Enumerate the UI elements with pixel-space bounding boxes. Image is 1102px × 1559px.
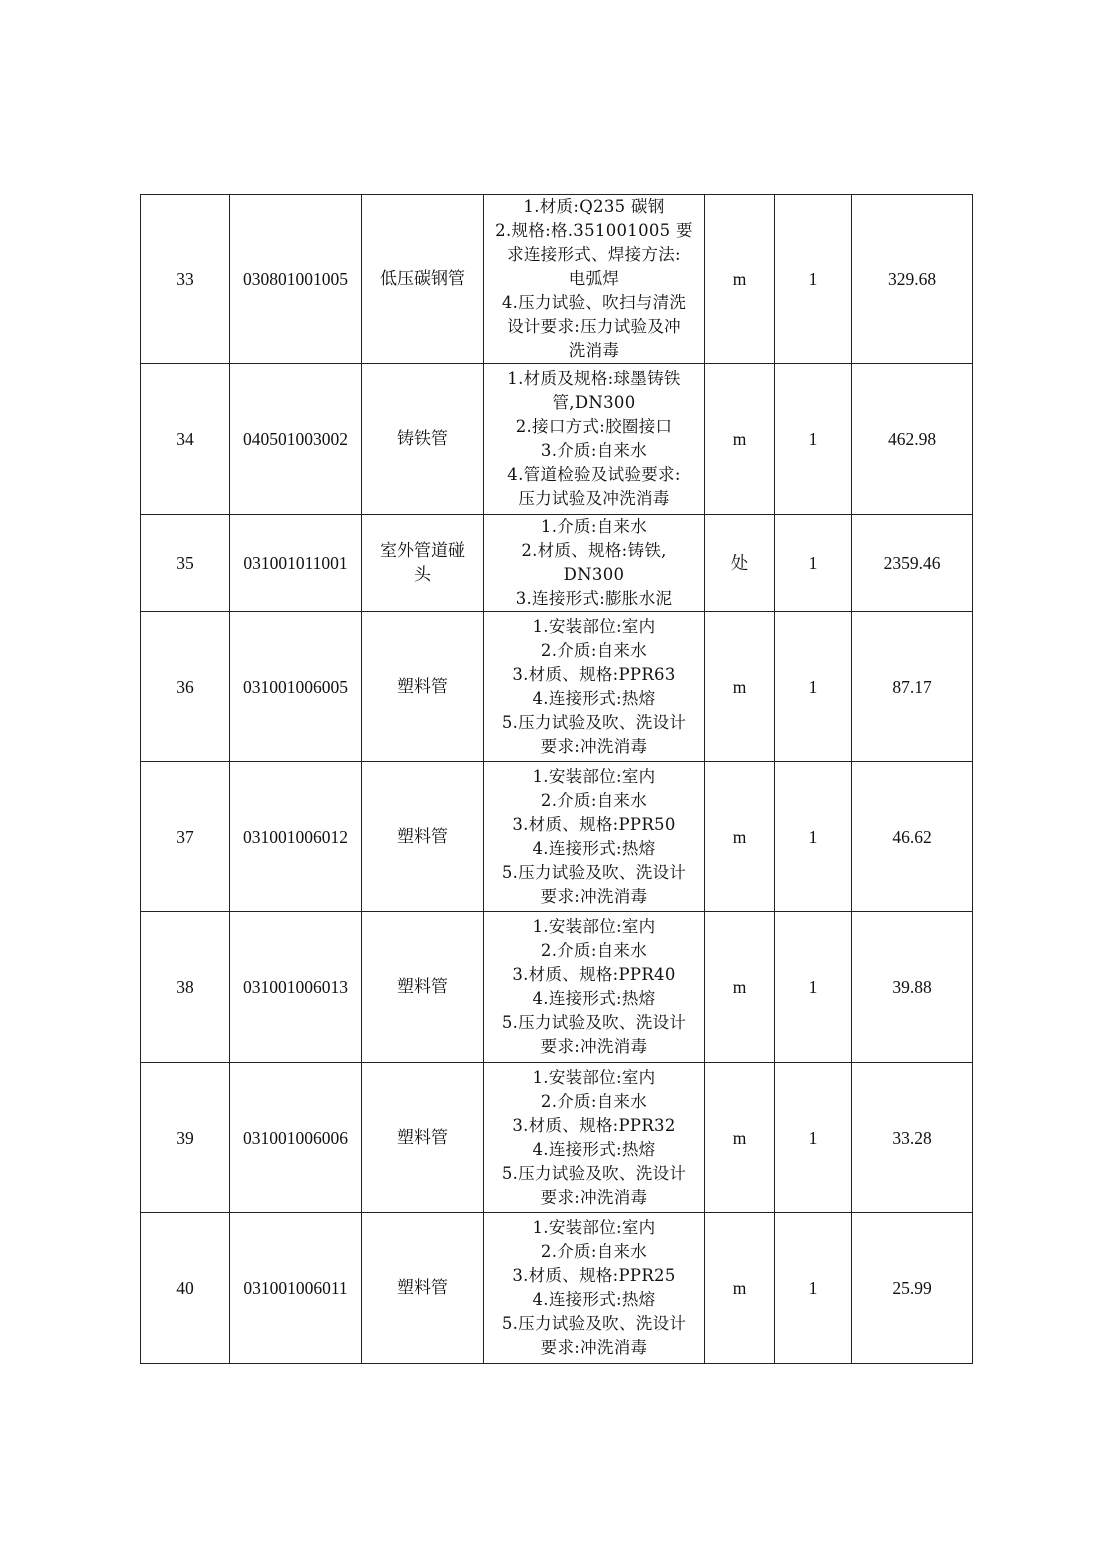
item-description-cell: [484, 195, 705, 364]
item-description-cell-line: 5.压力试验及吹、洗设计: [501, 862, 687, 882]
table-body: [141, 195, 973, 1364]
item-description-cell-line: 要求:冲洗消毒: [540, 1037, 648, 1056]
amount-cell: 39.88: [852, 912, 973, 1063]
item-description-cell-line: 4.连接形式:热熔: [532, 1139, 656, 1159]
item-name-cell-line: 头: [414, 565, 431, 585]
item-description-cell: [484, 1063, 705, 1213]
bill-of-quantities-table: [140, 194, 973, 1364]
item-description-cell-line: 管,DN300: [552, 393, 636, 412]
item-description-cell-line: 5.压力试验及吹、洗设计: [501, 1013, 687, 1032]
item-description-cell-line: 3.介质:自来水: [540, 441, 648, 460]
item-description-cell-line: 3.材质、规格:PPR40: [512, 965, 676, 984]
item-description-cell-line: 2.介质:自来水: [540, 941, 648, 960]
item-description-cell-line: 电弧焊: [568, 269, 620, 288]
item-description-cell-line: 1.材质及规格:球墨铸铁: [507, 369, 681, 388]
item-description-cell-line: 1.介质:自来水: [540, 517, 648, 536]
table-row: [141, 515, 973, 612]
item-description-cell: [484, 912, 705, 1063]
item-code-cell: 030801001005: [230, 195, 362, 364]
quantity-cell: 1: [775, 515, 852, 612]
item-name-cell-line: 塑料管: [397, 1278, 448, 1298]
item-description-cell-line: 求连接形式、焊接方法:: [507, 245, 681, 264]
unit-cell: m: [705, 1213, 775, 1364]
item-description-cell-line: 2.介质:自来水: [540, 640, 648, 660]
item-description-cell-line: 4.连接形式:热熔: [532, 1290, 656, 1309]
quantity-cell: 1: [775, 1213, 852, 1364]
item-description-cell: [484, 364, 705, 515]
amount-cell: 25.99: [852, 1213, 973, 1364]
item-name-cell-line: 室外管道碰: [380, 541, 465, 561]
item-name-cell: [362, 762, 484, 912]
item-description-cell-line: 1.安装部位:室内: [532, 616, 656, 636]
quantity-cell: 1: [775, 912, 852, 1063]
item-name-cell-line: 低压碳钢管: [380, 269, 465, 289]
item-name-cell: [362, 364, 484, 515]
item-name-cell-line: 塑料管: [397, 1127, 448, 1148]
item-description-cell-line: 4.连接形式:热熔: [532, 688, 656, 708]
amount-cell: 33.28: [852, 1063, 973, 1213]
item-description-cell-line: 2.介质:自来水: [540, 1091, 648, 1111]
item-description-cell-line: 2.接口方式:胶圈接口: [515, 417, 673, 436]
item-description-cell-line: 5.压力试验及吹、洗设计: [501, 1314, 687, 1333]
item-description-cell-line: 2.介质:自来水: [540, 790, 648, 810]
table-row: [141, 1063, 973, 1213]
item-description-cell-line: 要求:冲洗消毒: [540, 886, 648, 906]
amount-cell: 87.17: [852, 612, 973, 762]
quantity-cell: 1: [775, 364, 852, 515]
item-description-cell-line: 1.安装部位:室内: [532, 766, 656, 786]
item-description-cell-line: 1.安装部位:室内: [532, 1067, 656, 1087]
item-description-cell-line: 要求:冲洗消毒: [540, 1338, 648, 1357]
amount-cell: 2359.46: [852, 515, 973, 612]
item-description-cell-line: 1.材质:Q235 碳钢: [523, 197, 665, 216]
item-name-cell: [362, 515, 484, 612]
item-description-cell-line: 1.安装部位:室内: [532, 917, 656, 936]
quantity-cell: 1: [775, 762, 852, 912]
item-description-cell-line: 洗消毒: [568, 341, 620, 360]
item-code-cell: 031001006005: [230, 612, 362, 762]
row-number-cell: 34: [141, 364, 230, 515]
item-description-cell-line: 2.规格:格.351001005 要: [495, 221, 693, 240]
unit-cell: m: [705, 364, 775, 515]
item-description-cell-line: 3.材质、规格:PPR32: [512, 1115, 676, 1135]
quantity-cell: 1: [775, 612, 852, 762]
item-name-cell-line: 塑料管: [397, 977, 448, 997]
unit-cell: m: [705, 762, 775, 912]
amount-cell: 329.68: [852, 195, 973, 364]
table-row: [141, 612, 973, 762]
table-row: [141, 195, 973, 364]
item-description-cell-line: 3.连接形式:膨胀水泥: [515, 589, 673, 608]
item-name-cell-line: 塑料管: [397, 826, 448, 847]
item-code-cell: 031001011001: [230, 515, 362, 612]
item-code-cell: 040501003002: [230, 364, 362, 515]
item-description-cell-line: 4.压力试验、吹扫与清洗: [501, 293, 687, 312]
unit-cell: m: [705, 1063, 775, 1213]
item-description-cell-line: 压力试验及冲洗消毒: [518, 489, 670, 508]
item-description-cell-line: 3.材质、规格:PPR25: [512, 1266, 676, 1285]
item-name-cell-line: 铸铁管: [397, 429, 448, 449]
amount-cell: 462.98: [852, 364, 973, 515]
quantity-cell: 1: [775, 1063, 852, 1213]
item-code-cell: 031001006012: [230, 762, 362, 912]
item-description-cell-line: 1.安装部位:室内: [532, 1218, 656, 1237]
item-description-cell: [484, 762, 705, 912]
item-description-cell: [484, 612, 705, 762]
row-number-cell: 39: [141, 1063, 230, 1213]
item-description-cell-line: 要求:冲洗消毒: [540, 1187, 648, 1207]
item-code-cell: 031001006013: [230, 912, 362, 1063]
unit-cell: 处: [705, 515, 775, 612]
item-description-cell: [484, 1213, 705, 1364]
item-code-cell: 031001006006: [230, 1063, 362, 1213]
item-description-cell-line: 3.材质、规格:PPR63: [512, 664, 676, 684]
item-description-cell-line: DN300: [563, 565, 625, 584]
item-description-cell-line: 4.连接形式:热熔: [532, 838, 656, 858]
item-name-cell-line: 塑料管: [397, 676, 448, 697]
row-number-cell: 36: [141, 612, 230, 762]
item-description-cell-line: 4.管道检验及试验要求:: [507, 465, 681, 484]
unit-cell: m: [705, 912, 775, 1063]
item-name-cell: [362, 195, 484, 364]
item-description-cell-line: 4.连接形式:热熔: [532, 989, 656, 1008]
table-row: [141, 762, 973, 912]
table-row: [141, 364, 973, 515]
item-description-cell-line: 设计要求:压力试验及冲: [507, 317, 681, 336]
item-name-cell: [362, 1063, 484, 1213]
item-description-cell-line: 3.材质、规格:PPR50: [512, 814, 676, 834]
row-number-cell: 38: [141, 912, 230, 1063]
unit-cell: m: [705, 612, 775, 762]
row-number-cell: 35: [141, 515, 230, 612]
item-name-cell: [362, 1213, 484, 1364]
item-name-cell: [362, 912, 484, 1063]
item-description-cell-line: 2.介质:自来水: [540, 1242, 648, 1261]
item-code-cell: 031001006011: [230, 1213, 362, 1364]
item-description-cell-line: 要求:冲洗消毒: [540, 736, 648, 756]
table-row: [141, 1213, 973, 1364]
item-description-cell: [484, 515, 705, 612]
item-description-cell-line: 5.压力试验及吹、洗设计: [501, 712, 687, 732]
row-number-cell: 37: [141, 762, 230, 912]
amount-cell: 46.62: [852, 762, 973, 912]
item-name-cell: [362, 612, 484, 762]
item-description-cell-line: 2.材质、规格:铸铁,: [521, 541, 667, 560]
unit-cell: m: [705, 195, 775, 364]
row-number-cell: 33: [141, 195, 230, 364]
item-description-cell-line: 5.压力试验及吹、洗设计: [501, 1163, 687, 1183]
row-number-cell: 40: [141, 1213, 230, 1364]
table-row: [141, 912, 973, 1063]
quantity-cell: 1: [775, 195, 852, 364]
